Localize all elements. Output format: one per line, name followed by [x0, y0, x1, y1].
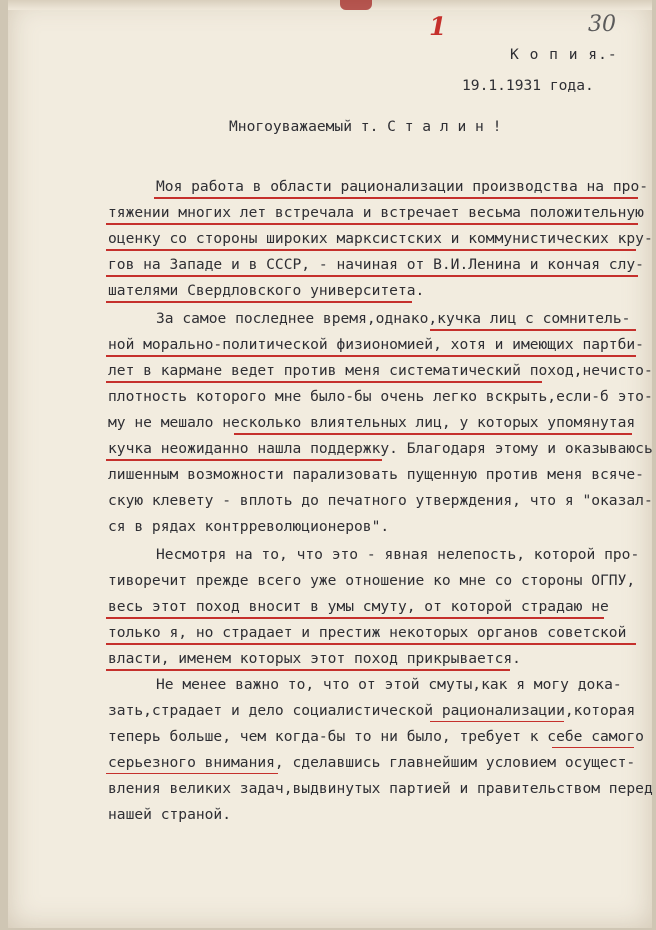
body-line: Не менее важно то, что от этой смуты,как я могу дока- [156, 676, 622, 693]
body-line: вления великих задач,выдвинутых партией и правительством перед [108, 780, 653, 797]
underline-mark [106, 669, 510, 671]
body-line: гов на Западе и в СССР, - начиная от В.И.Ленина и кончая слу- [108, 256, 644, 273]
body-line: кучка неожиданно нашла поддержку. Благодаря этому и оказываюсь [108, 440, 653, 457]
body-line: тяжении многих лет встречала и встречает весьма положительную [108, 204, 644, 221]
underline-mark [430, 721, 564, 722]
body-line: скую клевету - вплоть до печатного утверждения, что я "оказал- [108, 492, 653, 509]
underline-mark [106, 643, 636, 645]
body-line: Моя работа в области рационализации производства на про- [156, 178, 649, 195]
body-line: му не мешало несколько влиятельных лиц, у которых упомянутая [108, 414, 636, 431]
body-line: весь этот поход вносит в умы смуту, от которой страдаю не [108, 598, 609, 615]
body-line: власти, именем которых этот поход прикрывается. [108, 650, 521, 667]
body-line: лишенным возможности парализовать пущенную против меня всяче- [108, 466, 644, 483]
body-line: ся в рядах контрреволюционеров". [108, 518, 390, 535]
body-line: зать,страдает и дело социалистической рационализации,которая [108, 702, 636, 719]
body-line: серьезного внимания, сделавшись главнейшим условием осущест- [108, 754, 636, 771]
underline-mark [106, 301, 412, 303]
body-line: плотность которого мне было-бы очень легко вскрыть,если-б это- [108, 388, 653, 405]
underline-mark [106, 381, 542, 383]
letter-date: 19.1.1931 года. [462, 77, 594, 94]
underline-mark [234, 433, 632, 435]
body-line: шателями Свердловского университета. [108, 282, 425, 299]
underline-mark [106, 617, 604, 619]
body-line: За самое последнее время,однако,кучка лиц с сомнитель- [156, 310, 631, 327]
page-top-edge [8, 0, 652, 10]
underline-mark [154, 197, 638, 199]
body-line: тиворечит прежде всего уже отношение ко мне со стороны ОГПУ, [108, 572, 636, 589]
underline-mark [106, 355, 636, 357]
body-line: нашей страной. [108, 806, 232, 823]
salutation: Многоуважаемый т. С т а л и н ! [229, 118, 502, 135]
underline-mark [106, 275, 638, 277]
body-line: Несмотря на то, что это - явная нелепость, которой про- [156, 546, 640, 563]
body-line: лет в кармане ведет против меня систематический поход,нечисто- [108, 362, 653, 379]
red-binding-mark [340, 0, 372, 10]
archive-page-number-red: 1 [429, 12, 447, 41]
underline-mark [552, 747, 634, 748]
body-line: теперь больше, чем когда-бы то ни было, требует к себе самого [108, 728, 644, 745]
archive-page-number-pencil: 30 [588, 12, 616, 37]
copy-label: К о п и я.- [510, 46, 618, 63]
underline-mark [106, 459, 382, 461]
underline-mark [106, 223, 638, 225]
underline-mark [106, 249, 636, 251]
body-line: оценку со стороны широких марксистских и коммунистических кру- [108, 230, 653, 247]
body-line: только я, но страдает и престиж некоторых органов советской [108, 624, 627, 641]
underline-mark [106, 773, 278, 774]
body-line: ной морально-политической физиономией, хотя и имеющих партби- [108, 336, 644, 353]
underline-mark [430, 329, 636, 331]
